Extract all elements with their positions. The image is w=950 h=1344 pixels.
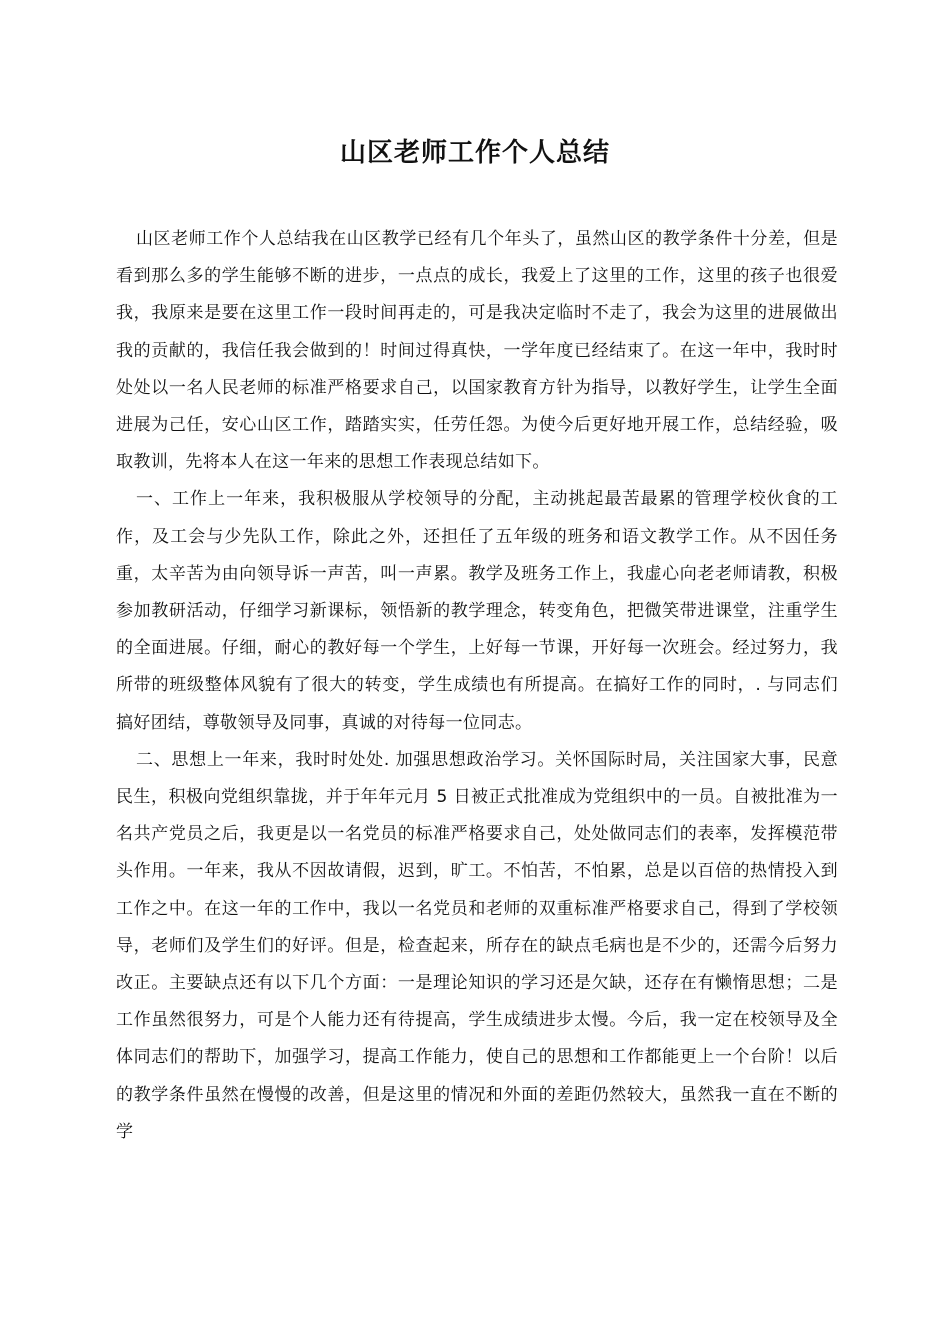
document-title: 山区老师工作个人总结: [339, 138, 610, 168]
paragraph-thought: 二、思想上一年来，我时时处处. 加强思想政治学习。关怀国际时局，关注国家大事，民意民生，积极向党组织靠拢，并于年年元月 5 日被正式批准成为党组织中的一员。自被批准为一名共产党员之后，我更是以一名党员的标准严格要求自己，处处做同志们的表率，发挥模范带头作用。一年来，我从不因故请假，迟到，旷工。不怕苦，不怕累，总是以百倍的热情投入到工作之中。在这一年的工作中，我以一名党员和老师的双重标准严格要求自己，得到了学校领导，老师们及学生们的好评。但是，检查起来，所存在的缺点毛病也是不少的，还需今后努力改正。主要缺点还有以下几个方面：一是理论知识的学习还是欠缺，还存在有懒惰思想；二是工作虽然很努力，可是个人能力还有待提高，学生成绩进步太慢。今后，我一定在校领导及全体同志们的帮助下，加强学习，提高工作能力，使自己的思想和工作都能更上一个台阶！以后的教学条件虽然在慢慢的改善，但是这里的情况和外面的差距仍然较大，虽然我一直在不断的学: [116, 749, 838, 1142]
document-body: [116, 221, 838, 1151]
paragraph-intro: 山区老师工作个人总结我在山区教学已经有几个年头了，虽然山区的教学条件十分差，但是看到那么多的学生能够不断的进步，一点点的成长，我爱上了这里的工作，这里的孩子也很爱我，我原来是要在这里工作一段时间再走的，可是我决定临时不走了，我会为这里的进展做出我的贡献的，我信任我会做到的！时间过得真快，一学年度已经结束了。在这一年中，我时时处处以一名人民老师的标准严格要求自己，以国家教育方针为指导，以教好学生，让学生全面进展为己任，安心山区工作，踏踏实实，任劳任怨。为使今后更好地开展工作，总结经验，吸取教训，先将本人在这一年来的思想工作表现总结如下。: [116, 229, 838, 473]
paragraph-work: 一、工作上一年来，我积极服从学校领导的分配，主动挑起最苦最累的管理学校伙食的工作，及工会与少先队工作，除此之外，还担任了五年级的班务和语文教学工作。从不因任务重，太辛苦为由向领导诉一声苦，叫一声累。教学及班务工作上，我虚心向老老师请教，积极参加教研活动，仔细学习新课标，领悟新的教学理念，转变角色，把微笑带进课堂，注重学生的全面进展。仔细，耐心的教好每一个学生，上好每一节课，开好每一次班会。经过努力，我所带的班级整体风貌有了很大的转变，学生成绩也有所提高。在搞好工作的同时，. 与同志们搞好团结，尊敬领导及同事，真诚的对待每一位同志。: [116, 489, 838, 733]
